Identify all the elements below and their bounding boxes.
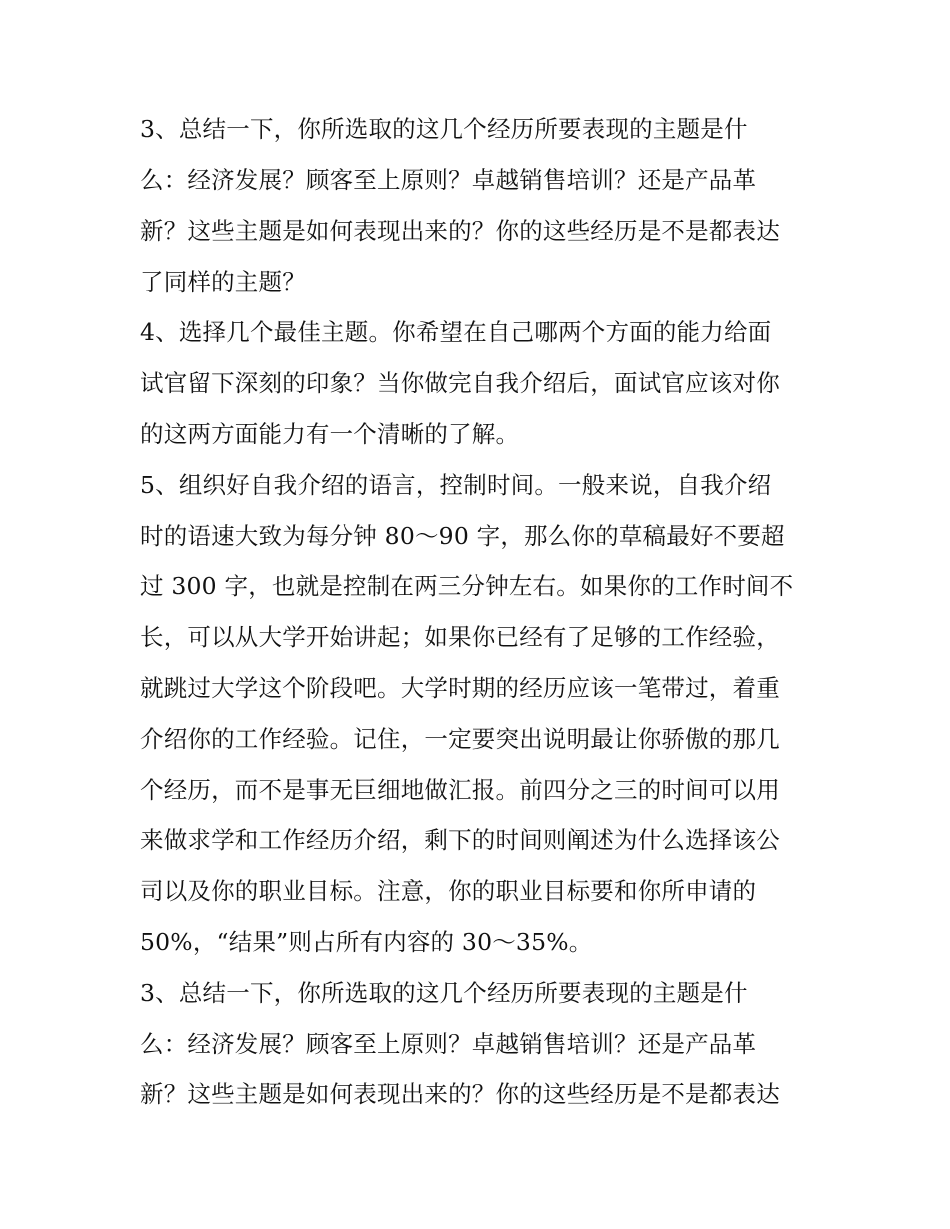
text-line: 长，可以从大学开始讲起；如果你已经有了足够的工作经验， <box>140 623 780 651</box>
text-line: 3、总结一下，你所选取的这几个经历所要表现的主题是什 <box>140 115 748 143</box>
text-line: 新？这些主题是如何表现出来的？你的这些经历是不是都表达 <box>140 217 780 245</box>
text-line: 司以及你的职业目标。注意，你的职业目标要和你所申请的 <box>140 877 757 905</box>
text-line: 了同样的主题？ <box>140 268 306 296</box>
text-line: 5、组织好自我介绍的语言，控制时间。一般来说，自我介绍 <box>140 471 772 499</box>
text-line: 介绍你的工作经验。记住，一定要突出说明最让你骄傲的那几 <box>140 725 780 753</box>
text-line: 么：经济发展？顾客至上原则？卓越销售培训？还是产品革 <box>140 1030 757 1058</box>
text-line: 个经历，而不是事无巨细地做汇报。前四分之三的时间可以用 <box>140 776 780 804</box>
text-line: 试官留下深刻的印象？当你做完自我介绍后，面试官应该对你 <box>140 369 780 397</box>
text-line: 过 300 字，也就是控制在两三分钟左右。如果你的工作时间不 <box>140 572 794 600</box>
text-line: 的这两方面能力有一个清晰的了解。 <box>140 420 520 448</box>
text-line: 来做求学和工作经历介绍，剩下的时间则阐述为什么选择该公 <box>140 826 780 854</box>
text-line: 3、总结一下，你所选取的这几个经历所要表现的主题是什 <box>140 979 748 1007</box>
text-line: 50%，“结果”则占所有内容的 30～35%。 <box>140 928 593 956</box>
text-line: 时的语速大致为每分钟 80～90 字，那么你的草稿最好不要超 <box>140 522 785 550</box>
text-line: 4、选择几个最佳主题。你希望在自己哪两个方面的能力给面 <box>140 318 772 346</box>
text-line: 么：经济发展？顾客至上原则？卓越销售培训？还是产品革 <box>140 166 757 194</box>
text-line: 新？这些主题是如何表现出来的？你的这些经历是不是都表达 <box>140 1080 780 1108</box>
text-line: 就跳过大学这个阶段吧。大学时期的经历应该一笔带过，着重 <box>140 674 780 702</box>
